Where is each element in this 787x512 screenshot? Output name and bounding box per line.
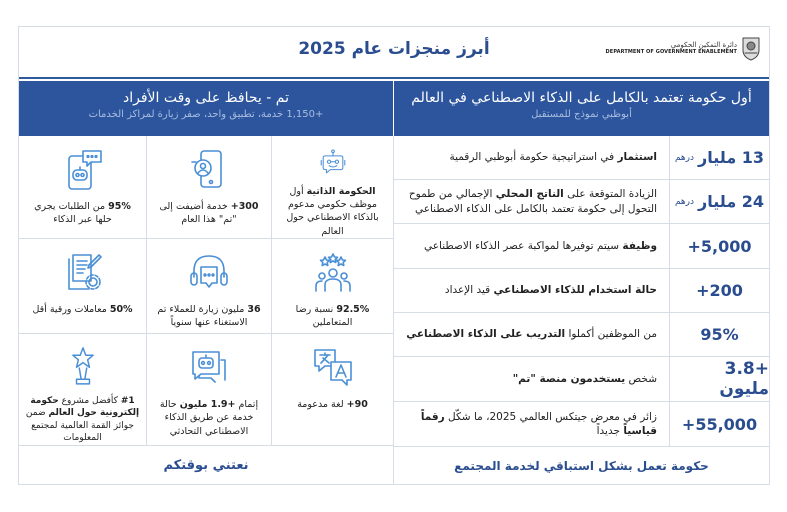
stat-desc-bold: الناتج المحلي — [495, 188, 564, 201]
highlight-bold: 92.5% — [336, 304, 370, 315]
stat-number: 24 مليار — [698, 192, 765, 211]
highlight-desc: حالة خدمة عن طريق الذكاء الاصطناعي التحادثي — [159, 399, 254, 437]
left-panel-subtitle: +1,150 خدمة، تطبيق واحد، صفر زيارة لمراكز الخدمات — [88, 109, 324, 120]
documents-gear-icon — [61, 251, 105, 295]
highlight-text — [147, 200, 271, 227]
highlight-cell — [271, 239, 393, 334]
chatbot-bubbles-icon — [187, 346, 231, 390]
translate-icon — [311, 346, 355, 390]
stat-desc-text: في استراتيجية حكومة أبوظبي الرقمية — [449, 151, 618, 164]
left-panel-header — [19, 81, 393, 136]
stat-value — [669, 180, 769, 223]
highlight-text — [147, 303, 271, 330]
stat-description — [394, 269, 669, 312]
highlight-cell — [19, 239, 146, 334]
highlight-text — [291, 398, 374, 411]
stat-desc-pre: الزيادة المتوقعة على — [563, 188, 657, 201]
right-panel-header — [394, 81, 769, 136]
header-bar — [19, 27, 769, 79]
highlight-text — [19, 200, 146, 227]
stat-value — [669, 402, 769, 446]
highlight-desc: لغة مدعومة — [297, 399, 347, 410]
stat-desc-bold: يستخدمون منصة "تم" — [512, 372, 626, 385]
stat-number: 95% — [700, 325, 739, 344]
highlight-bold: 50% — [109, 304, 133, 315]
emblem-icon — [741, 35, 761, 61]
rating-people-icon — [311, 251, 355, 295]
highlight-bold: الحكومة الذاتية — [306, 185, 376, 197]
highlight-desc: كأفضل مشروع — [58, 395, 121, 406]
stat-number: 13 مليار — [698, 148, 765, 167]
stat-desc-bold: وظيفة — [622, 239, 657, 252]
stat-desc-text: جديداً — [596, 425, 624, 437]
stat-value — [669, 136, 769, 179]
stat-description — [394, 313, 669, 356]
stat-description — [394, 357, 669, 401]
right-panel-subtitle: أبوظبي نموذج للمستقبل — [531, 109, 632, 120]
highlight-desc: نسبة رضا المتعاملين — [295, 304, 353, 329]
highlight-cell — [146, 136, 271, 239]
highlight-bold: +1.9 مليون — [179, 399, 236, 410]
highlight-text — [147, 398, 271, 438]
robot-chat-icon — [311, 148, 355, 177]
right-panel-footer: حكومة تعمل بشكل استباقي لخدمة المجتمع — [454, 459, 709, 473]
stat-desc-pre: شخص — [625, 372, 657, 385]
stat-description — [394, 224, 669, 268]
highlight-desc-2: ضمن جوائز القمة العالمية لمجتمع المعلومات — [25, 408, 134, 444]
trophy-star-icon — [61, 346, 105, 387]
stat-row — [394, 402, 769, 447]
stat-row — [394, 357, 769, 402]
stat-value — [669, 357, 769, 401]
stat-number: +55,000 — [681, 414, 758, 434]
stat-row — [394, 313, 769, 357]
highlight-cell — [19, 136, 146, 239]
highlight-cell — [271, 136, 393, 239]
headset-chat-icon — [187, 251, 231, 295]
highlight-text — [272, 185, 393, 238]
stat-description — [394, 402, 669, 446]
stat-description — [394, 136, 669, 179]
highlight-text — [26, 303, 138, 316]
highlight-cell — [146, 334, 271, 446]
logo-english-text: DEPARTMENT OF GOVERNMENT ENABLEMENT — [605, 49, 737, 55]
stat-number: +5,000 — [687, 236, 752, 256]
stat-desc-bold: استثمار — [617, 151, 657, 164]
highlight-bold: +90 — [346, 399, 368, 410]
highlight-desc: مليون زيارة للعملاء تم الاستغناء عنها سنوياً — [157, 304, 248, 329]
stat-desc-pre: من الموظفين أكملوا — [565, 328, 657, 341]
stat-row — [394, 224, 769, 269]
highlight-cell — [19, 334, 146, 446]
mobile-user-icon — [187, 148, 231, 192]
highlight-bold-2: حكومة إلكترونية حول العالم — [30, 395, 140, 419]
department-logo — [606, 35, 761, 61]
stat-unit: درهم — [674, 196, 695, 207]
stat-number: +3.8 مليون — [719, 359, 769, 399]
highlight-bold: 95% — [108, 201, 131, 212]
stat-row — [394, 269, 769, 313]
right-panel-title: أول حكومة تعتمد بالكامل على الذكاء الاصطناعي في العالم — [411, 90, 752, 106]
left-panel-title: تم - يحافظ على وقت الأفراد — [123, 90, 289, 106]
highlight-pre: إتمام — [235, 399, 259, 410]
highlight-bold: 36 — [247, 304, 261, 315]
stat-desc-text: سيتم توفيرها لمواكبة عصر الذكاء الاصطناعي — [423, 239, 623, 252]
stat-value — [669, 313, 769, 356]
stat-value — [669, 224, 769, 268]
highlight-text — [272, 303, 393, 330]
stat-desc-text: قيد الإعداد — [444, 284, 494, 297]
highlight-bold: #1 — [120, 395, 135, 406]
stat-unit: درهم — [674, 152, 695, 163]
stat-desc-bold: التدريب على الذكاء الاصطناعي — [406, 328, 566, 341]
stat-desc-pre: زائر في معرض جيتكس العالمي 2025، ما شكّل — [444, 410, 657, 423]
left-panel-footer: نعتني بوقتكم — [163, 458, 249, 473]
highlight-cell — [146, 239, 271, 334]
mobile-bot-chat-icon — [61, 148, 105, 192]
stat-desc-text: الإجمالي من طموح التحول إلى حكومة تعتمد بالكامل على الذكاء الاصطناعي — [408, 188, 657, 215]
stat-desc-bold: حالة استخدام للذكاء الاصطناعي — [493, 284, 657, 297]
highlight-desc: أول موظف حكومي مدعوم بالذكاء الاصطناعي حول العالم — [286, 185, 379, 237]
highlight-desc: معاملات ورقية أقل — [32, 304, 110, 315]
highlight-cell — [271, 334, 393, 446]
logo-arabic-text: دائرة التمكين الحكومي — [670, 41, 737, 49]
stat-row — [394, 136, 769, 180]
infographic-frame — [18, 26, 770, 485]
highlight-text — [19, 395, 146, 445]
highlight-desc: خدمة أضيفت إلى "تم" هذا العام — [159, 201, 237, 226]
stat-row — [394, 180, 769, 224]
highlight-bold: +300 — [230, 201, 259, 212]
stat-desc-bold: رقماً قياسياً — [420, 410, 657, 437]
stat-value — [669, 269, 769, 312]
page-title: أبرز منجزات عام 2025 — [298, 39, 490, 59]
stat-number: +200 — [696, 281, 743, 300]
stat-description — [394, 180, 669, 223]
highlight-desc: من الطلبات يجري حلها عبر الذكاء — [34, 201, 112, 226]
